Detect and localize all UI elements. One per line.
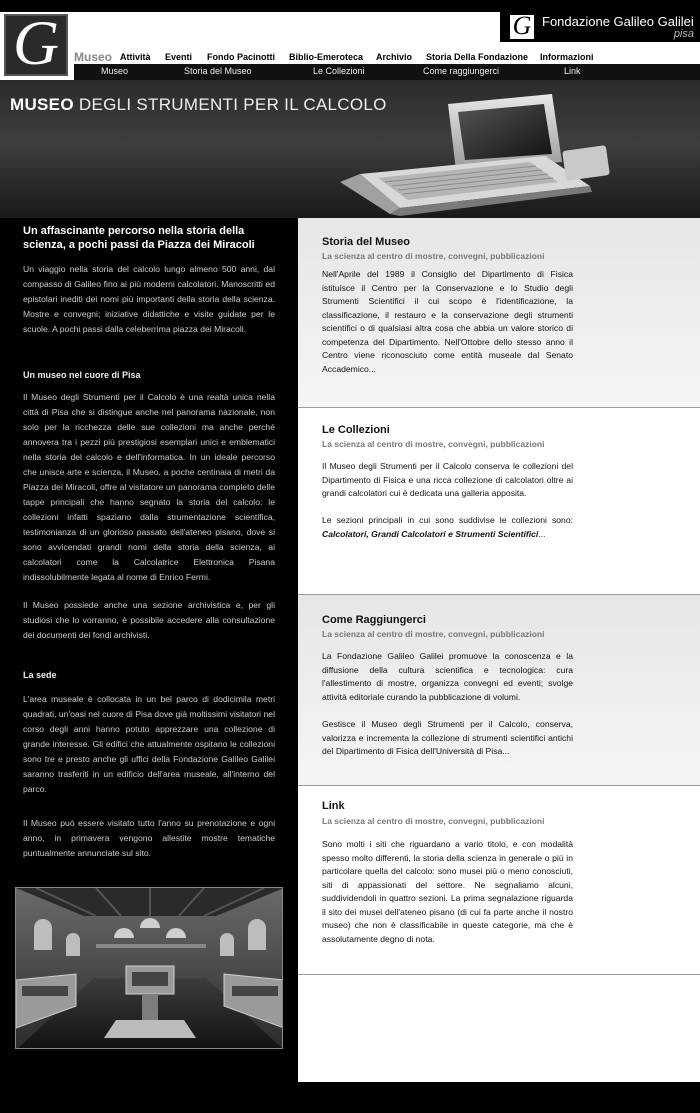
panel-body-sections: Le sezioni principali in cui sono suddivise le collezioni sono: Calcolatori, Grandi Calcolatori e Strumenti Scientifici... — [322, 515, 573, 539]
subnav-item-come-raggiungerci[interactable]: Come raggiungerci — [423, 66, 500, 76]
panel-title-collezioni[interactable]: Le Collezioni — [322, 424, 390, 436]
sections-column — [298, 218, 700, 1082]
panel-body: Sono molti i siti che riguardano a vario titolo, e con modalità spesso molto differenti, la storia della scienza in generale o più in particolare quella del calcolo: sono musei più o meno conosciuti, siti di appassionati del settore. Ne segnaliamo alcuni, suddividendoli in quattro sezioni. La prima segnalazione riguarda il sito dei musei dell'ateneo pisano (di cui fa parte anche il nostro museo) che non è classificabile in queste categorie, ma che è assolutamente degno di nota. — [322, 839, 573, 944]
nav-item-informazioni[interactable]: Informazioni — [540, 52, 594, 62]
intro-column — [0, 218, 298, 1082]
museum-description-paragraph: Il Museo degli Strumenti per il Calcolo è una realtà unica nella città di Pisa che si distingue anche nel panorama nazionale, non solo per la ricchezza delle sue collezioni ma anche perché annovera tra i pezzi più prestigiosi esemplari unici e emblematici nella storia del calcolo e dell'informatica. In un ideale percorso che unisce arte e scienza, il Museo, a poche centinaia di metri da Piazza dei Miracoli, offre al visitatore un panorama completo delle tappe principali che hanno segnato la storia del calcolo: le collezioni infatti spaziano dalla strumentazione scientifica, testimonianza di un glorioso passato dell'ateneo pisano, dove si sono avvicendati grandi nomi della storia della scienza, ai calcolatori come la Calcolatrice Elettronica Pisana indissolubilmente legata al nome di Enrico Fermi. — [23, 392, 275, 582]
brand-city: pisa — [673, 28, 694, 40]
panel-subtitle: La scienza al centro di mostre, convegni, pubblicazioni — [322, 629, 545, 639]
subnav-item-collezioni[interactable]: Le Collezioni — [313, 66, 365, 76]
intro-lead: Un affascinante percorso nella storia della scienza, a pochi passi da Piazza dei Miracoli — [23, 225, 255, 251]
top-band — [0, 0, 700, 12]
foundation-brand[interactable] — [500, 12, 700, 42]
logo-letter: G — [12, 7, 60, 78]
panel-body-gestione: Gestisce il Museo degli Strumenti per il Calcolo, conserva, valorizza e incrementa la collezione di strumenti scientifici antichi del Dipartimento di Fisica dell'Università di Pisa... — [322, 719, 573, 756]
vintage-computer-image — [330, 86, 660, 216]
archive-paragraph: Il Museo possiede anche una sezione archivistica e, per gli studiosi che lo vorranno, è possibile accedere alla consultazione dei documenti dei fondi archivisti. — [23, 600, 275, 640]
panel-divider — [298, 974, 700, 975]
panel-collezioni — [298, 408, 700, 594]
subnav-item-storia[interactable]: Storia del Museo — [184, 66, 252, 76]
panel-storia-museo — [298, 218, 700, 407]
nav-item-fondo-pacinotti[interactable]: Fondo Pacinotti — [207, 52, 275, 62]
panel-subtitle: La scienza al centro di mostre, convegni, pubblicazioni — [322, 816, 545, 826]
section-heading-cuore-pisa: Un museo nel cuore di Pisa — [23, 370, 141, 380]
panel-body: La Fondazione Galileo Galilei promuove la conoscenza e la diffusione della cultura scientifica e tecnologica: cura l'allestimento di mostre, organizza convegni ed eventi; svolge attività editoriale curando la pubblicazione di volumi. — [322, 651, 573, 702]
panel-subtitle: La scienza al centro di mostre, convegni, pubblicazioni — [322, 251, 545, 261]
subnav-item-museo[interactable]: Museo — [101, 66, 129, 76]
section-heading-sede: La sede — [23, 670, 57, 680]
nav-item-biblio-emeroteca[interactable]: Biblio-Emeroteca — [289, 52, 364, 62]
nav-item-eventi[interactable]: Eventi — [165, 52, 193, 62]
banner-title: MUSEO DEGLI STRUMENTI PER IL CALCOLO — [10, 95, 387, 114]
visits-paragraph: Il Museo può essere visitato tutto l'anno su prenotazione e ogni anno, in primavera vengono allestite mostre tematiche puntualmente annunciate sul sito. — [23, 818, 275, 858]
page-footer — [0, 1082, 700, 1113]
site-logo[interactable] — [4, 7, 68, 78]
nav-item-archivio[interactable]: Archivio — [376, 52, 413, 62]
panel-link — [298, 786, 700, 974]
brand-logo-icon: G — [510, 15, 534, 39]
sub-nav — [74, 64, 700, 80]
panel-body: Il Museo degli Strumenti per il Calcolo conserva le collezioni del Dipartimento di Fisica e una ricca collezione di calcolatori oltre ai grandi calcolatori cui è dedicata una galleria apposita. — [322, 461, 573, 498]
panel-title-link[interactable]: Link — [322, 800, 345, 812]
brand-title: Fondazione Galileo Galilei — [542, 14, 694, 29]
museum-interior-photo — [15, 887, 283, 1049]
nav-item-museo[interactable]: Museo — [74, 50, 113, 64]
panel-body: Nell'Aprile del 1989 il Consiglio del Dipartimento di Fisica istituisce il Centro per la Conservazione e lo Studio degli Strumenti Scientifici il cui scopo è l'identificazione, la classificazione, il restauro e la conservazione degli strumenti scientifici o di qualsiasi altra cosa che abbia un valore storico di competenza del Dipartimento. Nell'Ottobre dello stesso anno il Centro viene riconosciuto come entità museale dal Senato Accademico... — [322, 269, 573, 374]
panel-subtitle: La scienza al centro di mostre, convegni, pubblicazioni — [322, 439, 545, 449]
panel-come-raggiungerci — [298, 595, 700, 785]
nav-item-attivita[interactable]: Attività — [120, 52, 151, 62]
hero-banner — [0, 80, 700, 218]
panel-title-come-raggiungerci[interactable]: Come Raggiungerci — [322, 614, 426, 626]
intro-paragraph: Un viaggio nella storia del calcolo lungo almeno 500 anni, dal compasso di Galileo fino ai più moderni calcolatori. Manoscritti ed epistolari inediti dei nomi più importanti della storia della scienza. Mostre e convegni; iniziative didattiche e visite guidate per le scuole. A pochi passi dalla celeberrima piazza dei Miracoli. — [23, 264, 275, 334]
nav-item-storia-fondazione[interactable]: Storia Della Fondazione — [426, 52, 529, 62]
subnav-item-link[interactable]: Link — [564, 66, 581, 76]
panel-title-storia-museo[interactable]: Storia del Museo — [322, 236, 411, 248]
sede-paragraph: L'area museale è collocata in un bel parco di dodicimila metri quadrati, un'oasi nel cuore di Pisa dove già moltissimi visitatori nel corso degli anni hanno potuto apprezzare una collezione di grande interesse. Gli edifici che attualmente ospitano le collezioni sono tre e presto anche gli uffici della Fondazione Galileo Galilei saranno trasferiti in un edificio dell'area museale, all'interno del parco. — [23, 694, 275, 794]
